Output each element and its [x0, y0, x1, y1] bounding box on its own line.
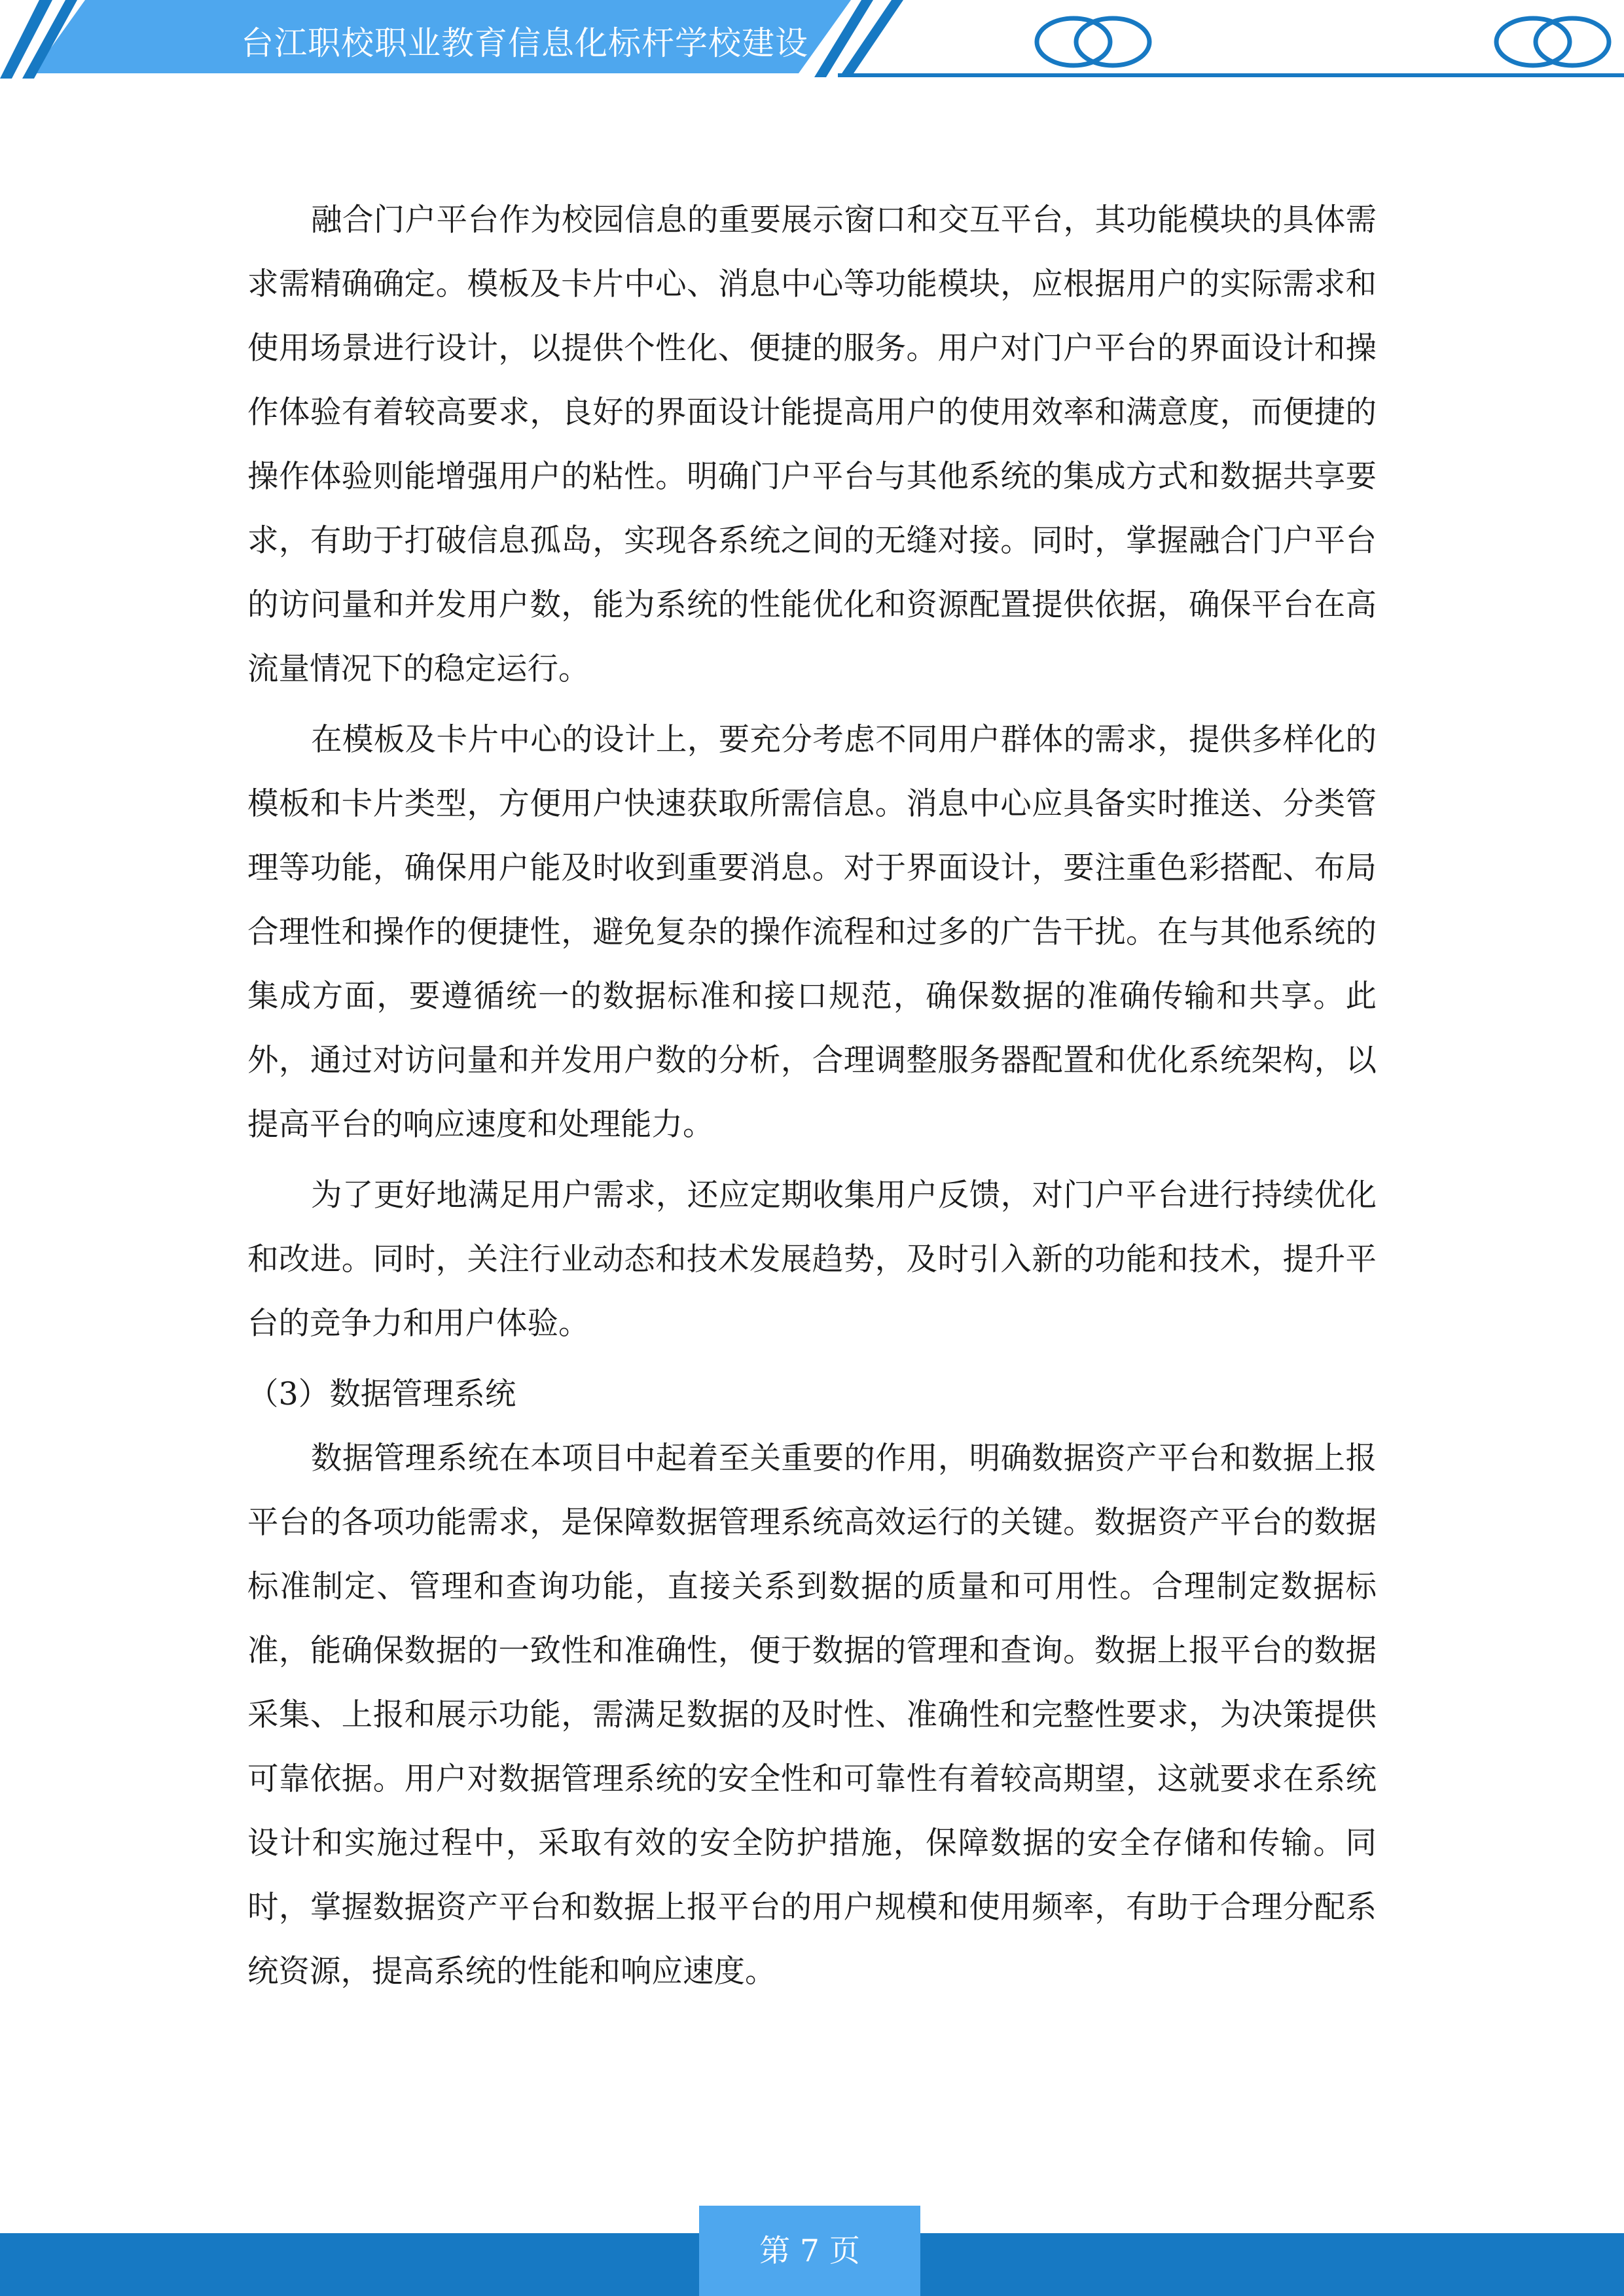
- interlocking-rings-icon: [1037, 18, 1149, 65]
- header-baseline: [838, 73, 1624, 77]
- page-number: 第 7 页: [759, 2233, 860, 2269]
- paragraph: 在模板及卡片中心的设计上，要充分考虑不同用户群体的需求，提供多样化的模板和卡片类型，方便用户快速获取所需信息。消息中心应具备实时推送、分类管理等功能，确保用户能及时收到重要消息。对于界面设计，要注重色彩搭配、布局合理性和操作的便捷性，避免复杂的操作流程和过多的广告干扰。在与其他系统的集成方面，要遵循统一的数据标准和接口规范，确保数据的准确传输和共享。此外，通过对访问量和并发用户数的分析，合理调整服务器配置和优化系统架构，以提高平台的响应速度和处理能力。: [247, 722, 1377, 1143]
- header-title: 台江职校职业教育信息化标杆学校建设: [241, 24, 808, 62]
- document-body: [247, 188, 1377, 2011]
- interlocking-rings-icon: [1496, 18, 1609, 65]
- paragraph: 融合门户平台作为校园信息的重要展示窗口和交互平台，其功能模块的具体需求需精确确定。模板及卡片中心、消息中心等功能模块，应根据用户的实际需求和使用场景进行设计，以提供个性化、便捷的服务。用户对门户平台的界面设计和操作体验有着较高要求，良好的界面设计能提高用户的使用效率和满意度，而便捷的操作体验则能增强用户的粘性。明确门户平台与其他系统的集成方式和数据共享要求，有助于打破信息孤岛，实现各系统之间的无缝对接。同时，掌握融合门户平台的访问量和并发用户数，能为系统的性能优化和资源配置提供依据，确保平台在高流量情况下的稳定运行。: [247, 202, 1377, 687]
- section-heading: （3）数据管理系统: [247, 1376, 516, 1412]
- paragraph: 数据管理系统在本项目中起着至关重要的作用，明确数据资产平台和数据上报平台的各项功能需求，是保障数据管理系统高效运行的关键。数据资产平台的数据标准制定、管理和查询功能，直接关系到数据的质量和可用性。合理制定数据标准，能确保数据的一致性和准确性，便于数据的管理和查询。数据上报平台的数据采集、上报和展示功能，需满足数据的及时性、准确性和完整性要求，为决策提供可靠依据。用户对数据管理系统的安全性和可靠性有着较高期望，这就要求在系统设计和实施过程中，采取有效的安全防护措施，保障数据的安全存储和传输。同时，掌握数据资产平台和数据上报平台的用户规模和使用频率，有助于合理分配系统资源，提高系统的性能和响应速度。: [247, 1441, 1377, 1990]
- paragraph: 为了更好地满足用户需求，还应定期收集用户反馈，对门户平台进行持续优化和改进。同时，关注行业动态和技术发展趋势，及时引入新的功能和技术，提升平台的竞争力和用户体验。: [247, 1177, 1377, 1342]
